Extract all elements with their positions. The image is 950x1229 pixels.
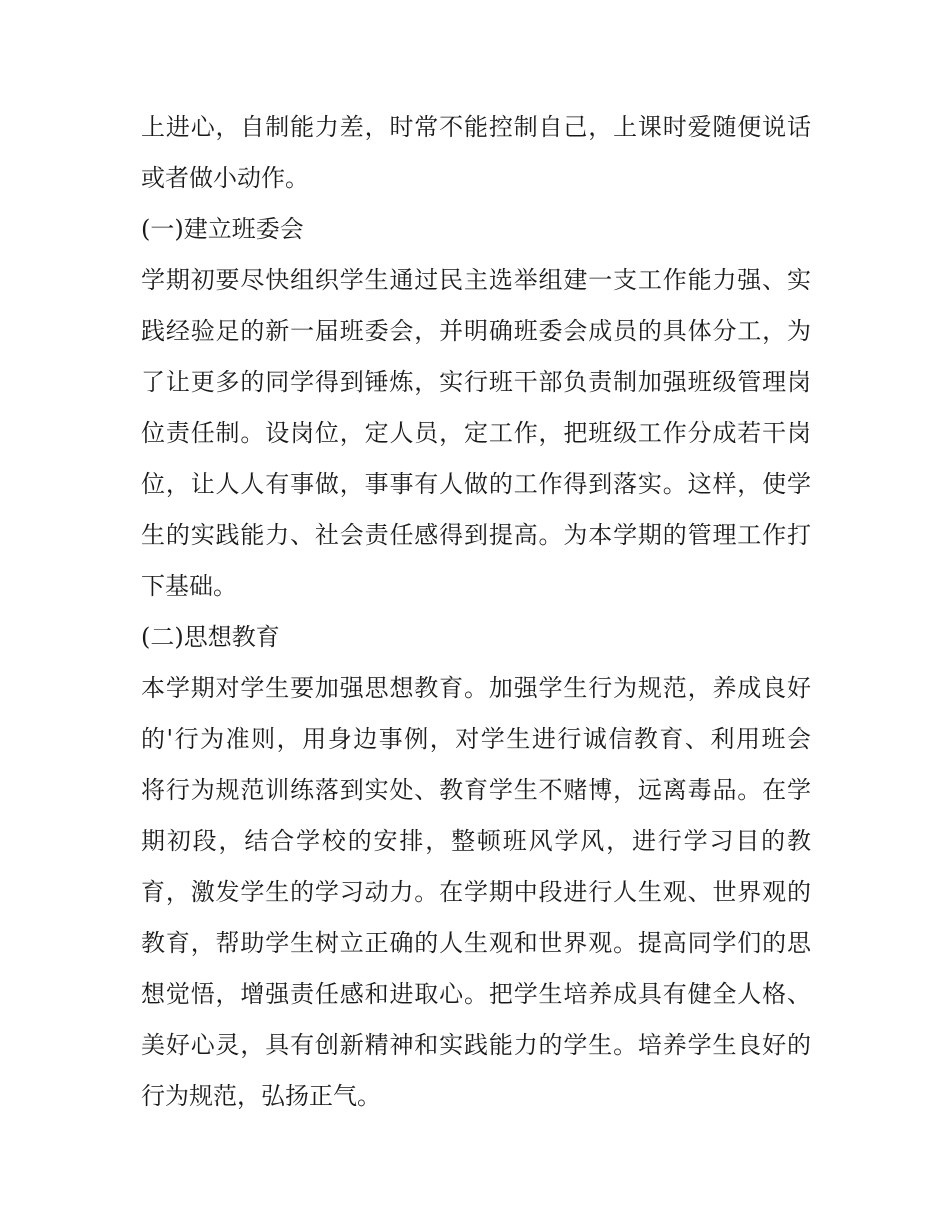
text-line: 上进心，自制能力差，时常不能控制自己，上课时爱随便说话 [141,113,811,141]
text-line: 的'行为准则，用身边事例，对学生进行诚信教育、利用班会 [141,725,811,753]
text-line: 下基础。 [141,572,237,600]
section-heading-2: (二)思想教育 [141,623,280,651]
text-line: 美好心灵，具有创新精神和实践能力的学生。培养学生良好的 [141,1031,811,1059]
text-line: 学期初要尽快组织学生通过民主选举组建一支工作能力强、实 [141,266,811,294]
text-line: 想觉悟，增强责任感和进取心。把学生培养成具有健全人格、 [141,980,811,1008]
text-line: 或者做小动作。 [141,164,309,192]
text-line: 行为规范，弘扬正气。 [141,1082,381,1110]
text-line: 践经验足的新一届班委会，并明确班委会成员的具体分工，为 [141,317,811,345]
text-line: 本学期对学生要加强思想教育。加强学生行为规范，养成良好 [141,674,811,702]
text-line: 教育，帮助学生树立正确的人生观和世界观。提高同学们的思 [141,929,811,957]
text-line: 位责任制。设岗位，定人员，定工作，把班级工作分成若干岗 [141,419,811,447]
text-line: 育，激发学生的学习动力。在学期中段进行人生观、世界观的 [141,878,811,906]
text-line: 了让更多的同学得到锤炼，实行班干部负责制加强班级管理岗 [141,368,811,396]
text-line: 期初段，结合学校的安排，整顿班风学风，进行学习目的教 [141,827,811,855]
text-line: 位，让人人有事做，事事有人做的工作得到落实。这样，使学 [141,470,811,498]
text-line: 生的实践能力、社会责任感得到提高。为本学期的管理工作打 [141,521,811,549]
document-body [141,102,811,1122]
text-line: 将行为规范训练落到实处、教育学生不赌博，远离毒品。在学 [141,776,811,804]
section-heading-1: (一)建立班委会 [141,215,304,243]
